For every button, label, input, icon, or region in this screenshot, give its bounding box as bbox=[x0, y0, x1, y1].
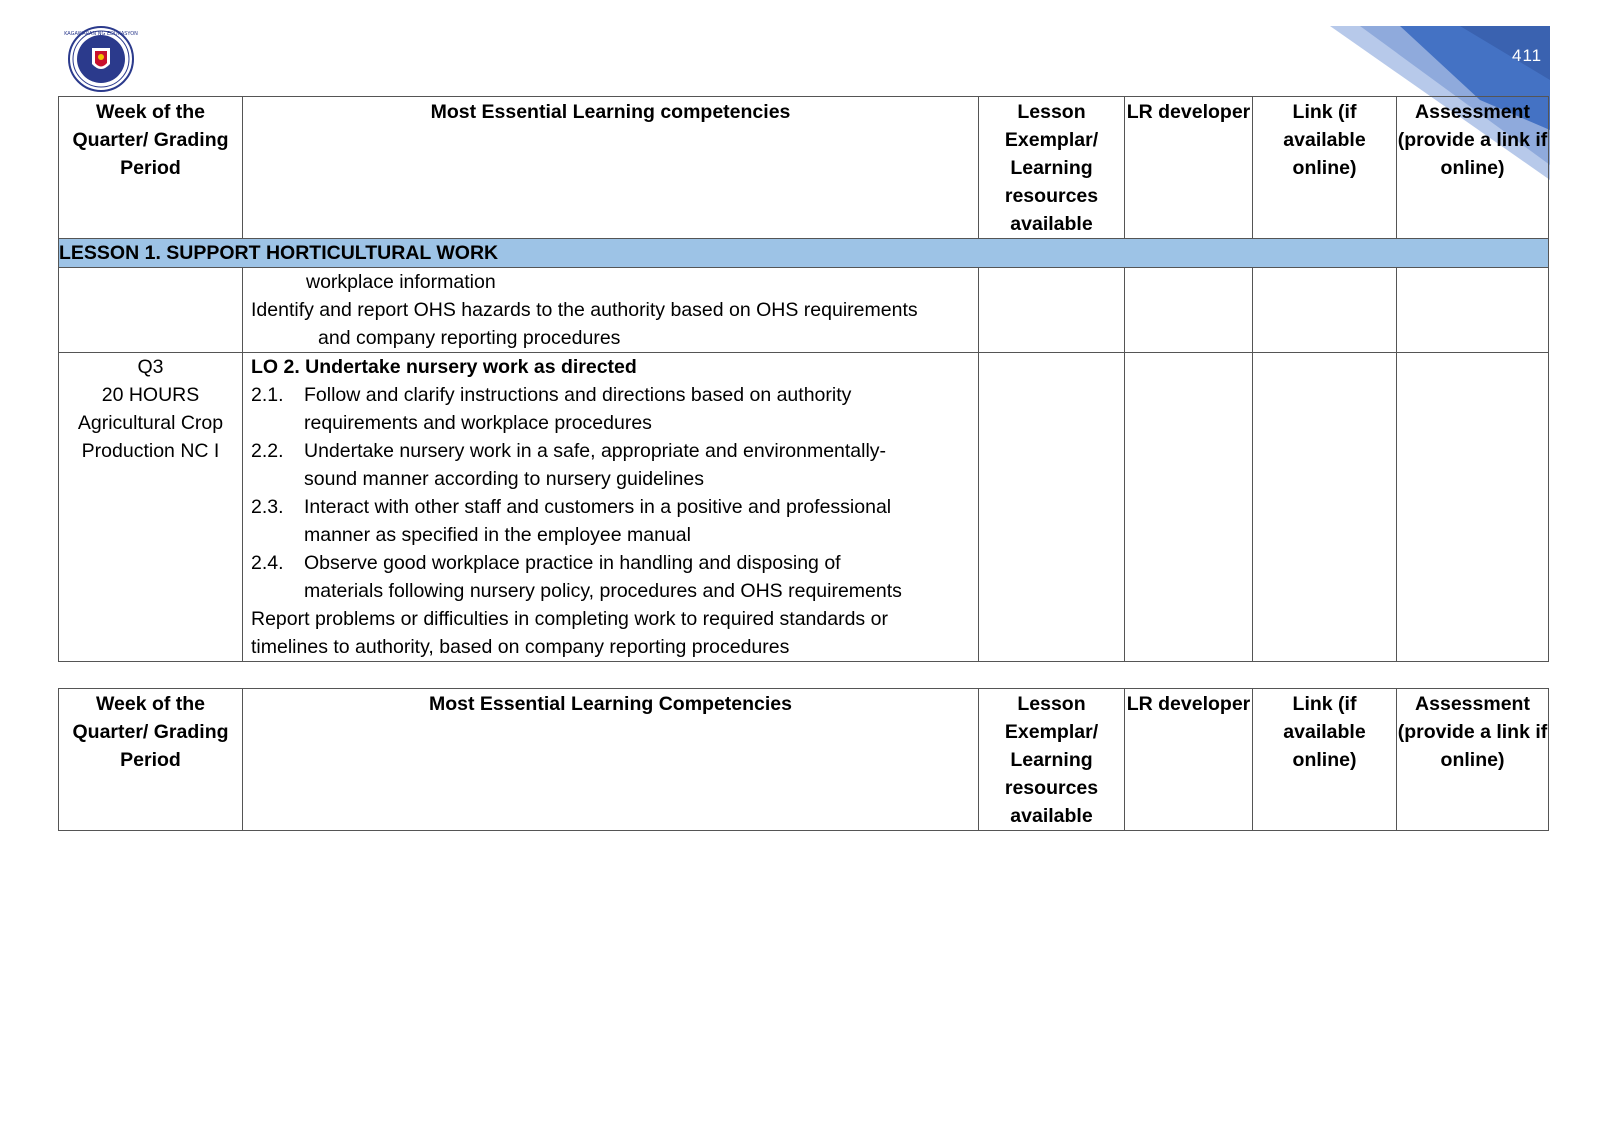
header-week: Week of the Quarter/ Grading Period bbox=[59, 689, 243, 831]
list-item bbox=[251, 493, 970, 549]
list-item bbox=[251, 549, 970, 605]
assessment-cell bbox=[1397, 268, 1549, 353]
header-lr-developer: LR developer bbox=[1125, 689, 1253, 831]
course-label: Production NC I bbox=[81, 440, 220, 462]
lesson-cell bbox=[979, 353, 1125, 662]
lesson-title-row bbox=[59, 239, 1549, 268]
competency-cell bbox=[243, 353, 979, 662]
lo-title: LO 2. Undertake nursery work as directed bbox=[251, 356, 637, 378]
item-text: requirements and workplace procedures bbox=[304, 412, 652, 434]
lr-cell bbox=[1125, 353, 1253, 662]
quarter-label: Q3 bbox=[137, 356, 164, 378]
item-number: 2.3. bbox=[251, 496, 284, 518]
competency-line: workplace information bbox=[306, 271, 496, 293]
item-text: Observe good workplace practice in handling and disposing of bbox=[304, 552, 841, 574]
seal-ring-text: KAGAWARAN NG EDUKASYON bbox=[64, 31, 138, 37]
competency-cell bbox=[243, 268, 979, 353]
item-text: Interact with other staff and customers in a positive and professional bbox=[304, 496, 892, 518]
header-competencies: Most Essential Learning Competencies bbox=[243, 689, 979, 831]
item-number: 2.2. bbox=[251, 440, 284, 462]
item-text: sound manner according to nursery guidelines bbox=[304, 468, 704, 490]
table-header-row bbox=[59, 689, 1549, 831]
header-competencies: Most Essential Learning competencies bbox=[243, 97, 979, 239]
week-cell bbox=[59, 353, 243, 662]
list-item bbox=[251, 381, 970, 437]
link-cell bbox=[1253, 353, 1397, 662]
lesson-title: LESSON 1. SUPPORT HORTICULTURAL WORK bbox=[59, 239, 1549, 268]
deped-seal-logo bbox=[64, 26, 138, 92]
item-text: Follow and clarify instructions and directions based on authority bbox=[304, 384, 852, 406]
list-item bbox=[251, 437, 970, 493]
header-link: Link (if available online) bbox=[1253, 97, 1397, 239]
table-row bbox=[59, 353, 1549, 662]
header-assessment: Assessment (provide a link if online) bbox=[1397, 689, 1549, 831]
item-text: materials following nursery policy, procedures and OHS requirements bbox=[304, 580, 902, 602]
lr-cell bbox=[1125, 268, 1253, 353]
item-number: 2.1. bbox=[251, 384, 284, 406]
lesson-cell bbox=[979, 268, 1125, 353]
competencies-table-continued bbox=[58, 688, 1549, 831]
link-cell bbox=[1253, 268, 1397, 353]
week-cell-empty bbox=[59, 268, 243, 353]
competency-line: and company reporting procedures bbox=[318, 327, 621, 349]
page-number: 411 bbox=[1512, 46, 1543, 65]
competency-line: timelines to authority, based on company reporting procedures bbox=[251, 636, 790, 658]
item-text: Undertake nursery work in a safe, appropriate and environmentally- bbox=[304, 440, 887, 462]
competencies-table bbox=[58, 96, 1549, 662]
header-assessment: Assessment (provide a link if online) bbox=[1397, 97, 1549, 239]
header-week: Week of the Quarter/ Grading Period bbox=[59, 97, 243, 239]
header-link: Link (if available online) bbox=[1253, 689, 1397, 831]
competency-line: Report problems or difficulties in completing work to required standards or bbox=[251, 608, 888, 630]
hours-label: 20 HOURS bbox=[101, 384, 200, 406]
header-lesson-exemplar: Lesson Exemplar/ Learning resources available bbox=[979, 97, 1125, 239]
table-header-row bbox=[59, 97, 1549, 239]
course-label: Agricultural Crop bbox=[77, 412, 224, 434]
item-number: 2.4. bbox=[251, 552, 284, 574]
item-text: manner as specified in the employee manual bbox=[304, 524, 691, 546]
table-row bbox=[59, 268, 1549, 353]
competency-line: Identify and report OHS hazards to the authority based on OHS requirements bbox=[251, 299, 918, 321]
header-lr-developer: LR developer bbox=[1125, 97, 1253, 239]
assessment-cell bbox=[1397, 353, 1549, 662]
header-lesson-exemplar: Lesson Exemplar/ Learning resources available bbox=[979, 689, 1125, 831]
